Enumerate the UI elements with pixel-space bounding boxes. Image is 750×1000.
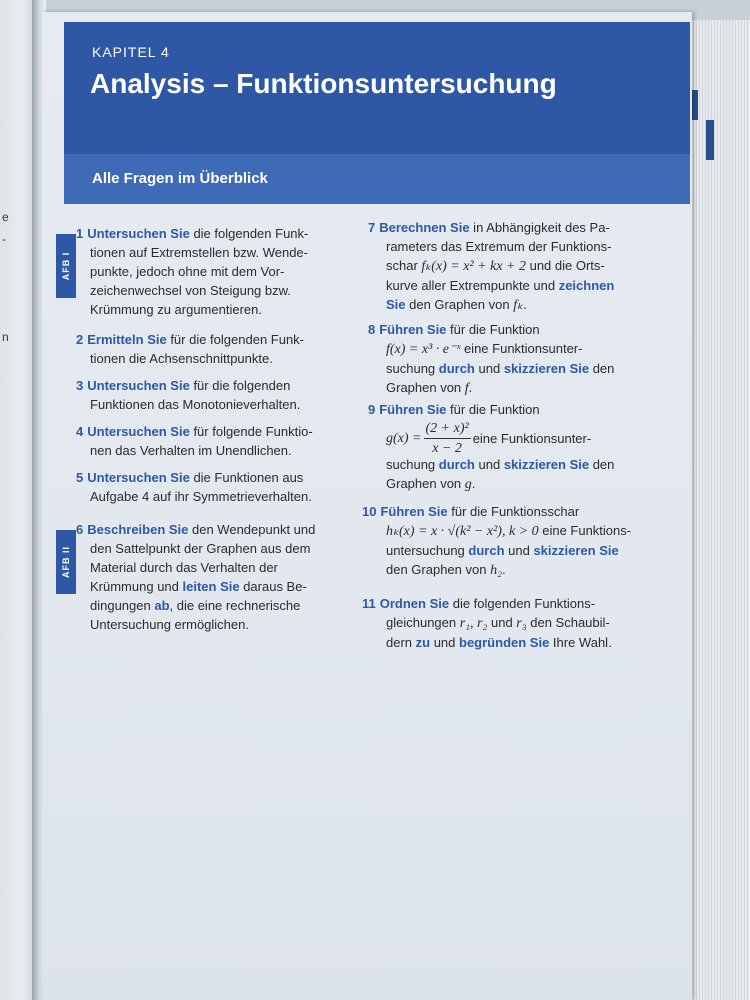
question-text: die Funktionen aus (189, 470, 304, 485)
formula: g(x) = (386, 430, 422, 446)
formula: r₃ (516, 616, 527, 631)
question-text: den (589, 457, 615, 472)
question-keyword: leiten Sie (182, 579, 240, 594)
question-3 (76, 376, 346, 414)
formula: h₂ (490, 563, 502, 578)
question-text: Ihre Wahl. (549, 635, 612, 650)
page-title: Analysis – Funktionsuntersuchung (90, 68, 557, 99)
question-text: Krümmung und (90, 579, 183, 594)
question-keyword: skizzieren Sie (503, 457, 590, 472)
question-text: . (523, 297, 527, 312)
question-keyword: Untersuchen Sie (87, 424, 190, 439)
afb-label: AFB II (61, 546, 71, 578)
overview-heading: Alle Fragen im Überblick (92, 170, 268, 187)
question-text: untersuchung (386, 543, 469, 558)
chapter-label: KAPITEL 4 (92, 44, 170, 60)
question-text: suchung (386, 457, 439, 472)
question-text: für folgende Funktio- (189, 424, 313, 439)
question-text: den Sattelpunkt der Graphen aus dem (90, 541, 311, 556)
question-number: 1 (76, 226, 84, 241)
formula: f (464, 381, 469, 396)
question-keyword: Untersuchen Sie (87, 226, 190, 241)
question-text: schar (386, 258, 422, 273)
fraction-numerator: (2 + x)² (424, 419, 471, 439)
formula-row (386, 421, 658, 455)
question-text: eine Funktionsunter- (472, 430, 592, 446)
question-text: Graphen von (386, 476, 465, 491)
formula: fₖ (513, 298, 524, 313)
question-keyword: zu (415, 635, 431, 650)
question-text: . (471, 476, 476, 491)
fraction (424, 419, 471, 458)
question-text: und (487, 615, 517, 630)
question-number: 5 (76, 470, 84, 485)
question-1 (76, 224, 346, 319)
question-text: tionen die Achsenschnittpunkte. (90, 351, 273, 366)
book-page (42, 12, 692, 1000)
question-number: 9 (368, 402, 376, 417)
question-text: Krümmung zu argumentieren. (90, 302, 262, 317)
question-keyword: durch (468, 543, 505, 558)
question-number: 7 (368, 220, 376, 235)
question-keyword: durch (438, 457, 475, 472)
question-text: zeichenwechsel von Steigung bzw. (90, 283, 291, 298)
question-keyword: durch (438, 361, 475, 376)
fraction-denominator: x − 2 (432, 440, 462, 456)
question-keyword: ab (154, 598, 170, 613)
question-6 (76, 520, 356, 634)
formula: fₖ(x) = x² + kx + 2 (421, 259, 526, 274)
question-keyword: Untersuchen Sie (87, 470, 190, 485)
question-number: 10 (362, 504, 377, 519)
question-text: in Abhängigkeit des Pa- (469, 220, 610, 235)
question-keyword: Führen Sie (380, 504, 448, 519)
question-number: 3 (76, 378, 84, 393)
question-text: nen das Verhalten im Unendlichen. (90, 443, 292, 458)
question-text: und (430, 635, 460, 650)
question-keyword: Untersuchen Sie (87, 378, 190, 393)
question-5 (76, 468, 356, 506)
question-keyword: Berechnen Sie (379, 220, 470, 235)
question-11 (362, 594, 662, 652)
formula: g (464, 477, 472, 492)
question-text: den Graphen von (405, 297, 514, 312)
question-number: 11 (362, 596, 376, 611)
afb-badge-2 (56, 530, 76, 594)
question-text: suchung (386, 361, 439, 376)
question-text: Graphen von (386, 380, 465, 395)
question-text: kurve aller Extrempunkte und (386, 278, 559, 293)
question-text: Untersuchung ermöglichen. (90, 617, 249, 632)
question-7 (368, 218, 658, 315)
question-text: Funktionen das Monotonieverhalten. (90, 397, 301, 412)
left-page-fragment: - (2, 232, 6, 246)
question-text: den Schaubil- (526, 615, 610, 630)
question-keyword: zeichnen (558, 278, 615, 293)
question-number: 6 (76, 522, 84, 537)
question-8 (368, 320, 658, 398)
question-text: und die Orts- (525, 258, 605, 273)
question-text: die folgenden Funktions- (449, 596, 596, 611)
question-text: für die Funktionsschar (447, 504, 580, 519)
question-text: eine Funktions- (538, 523, 632, 538)
formula: r₁, r₂ (459, 616, 488, 631)
question-number: 8 (368, 322, 376, 337)
formula: f(x) = x³ · e⁻ˣ (386, 342, 461, 357)
question-text: tionen auf Extremstellen bzw. Wende- (90, 245, 308, 260)
left-page-fragment: e (2, 210, 9, 224)
question-text: Material durch das Verhalten der (90, 560, 278, 575)
question-text: und (504, 543, 534, 558)
question-text: die folgenden Funk- (189, 226, 309, 241)
question-keyword: Beschreiben Sie (87, 522, 189, 537)
question-text: . (501, 562, 506, 577)
question-text: für die Funktion (446, 322, 540, 337)
question-text: Aufgabe 4 auf ihr Symmetrieverhalten. (90, 489, 312, 504)
question-text: dingungen (90, 598, 155, 613)
question-text: eine Funktionsunter- (460, 341, 583, 356)
question-text: gleichungen (386, 615, 460, 630)
question-number: 4 (76, 424, 84, 439)
question-text: . (468, 380, 473, 395)
question-text: für die folgenden Funk- (166, 332, 305, 347)
question-text: , die eine rechnerische (169, 598, 301, 613)
question-text: für die folgenden (189, 378, 291, 393)
question-10 (362, 502, 662, 580)
afb-label: AFB I (61, 251, 71, 281)
question-number: 2 (76, 332, 84, 347)
question-keyword: Ermitteln Sie (87, 332, 167, 347)
question-keyword: Sie (386, 297, 406, 312)
left-page-fragment: n (2, 330, 9, 344)
question-keyword: Führen Sie (379, 322, 447, 337)
question-text: und (474, 361, 504, 376)
question-keyword: Ordnen Sie (379, 596, 450, 611)
question-keyword: skizzieren Sie (503, 361, 590, 376)
question-text: für die Funktion (446, 402, 540, 417)
question-text: rameters das Extremum der Funktions- (386, 239, 612, 254)
question-keyword: skizzieren Sie (533, 543, 619, 558)
question-9 (368, 400, 658, 494)
question-keyword: begründen Sie (459, 635, 550, 650)
afb-badge-1 (56, 234, 76, 298)
page-tab-marker (706, 120, 714, 160)
question-4 (76, 422, 346, 460)
question-text: daraus Be- (239, 579, 307, 594)
question-text: den (589, 361, 615, 376)
question-text: und (474, 457, 504, 472)
question-text: dern (386, 635, 416, 650)
question-text: punkte, jedoch ohne mit dem Vor- (90, 264, 285, 279)
question-2 (76, 330, 346, 368)
formula: hₖ(x) = x · √(k² − x²), k > 0 (386, 524, 539, 539)
question-text: den Wendepunkt und (188, 522, 316, 537)
question-text: den Graphen von (386, 562, 491, 577)
question-keyword: Führen Sie (379, 402, 447, 417)
